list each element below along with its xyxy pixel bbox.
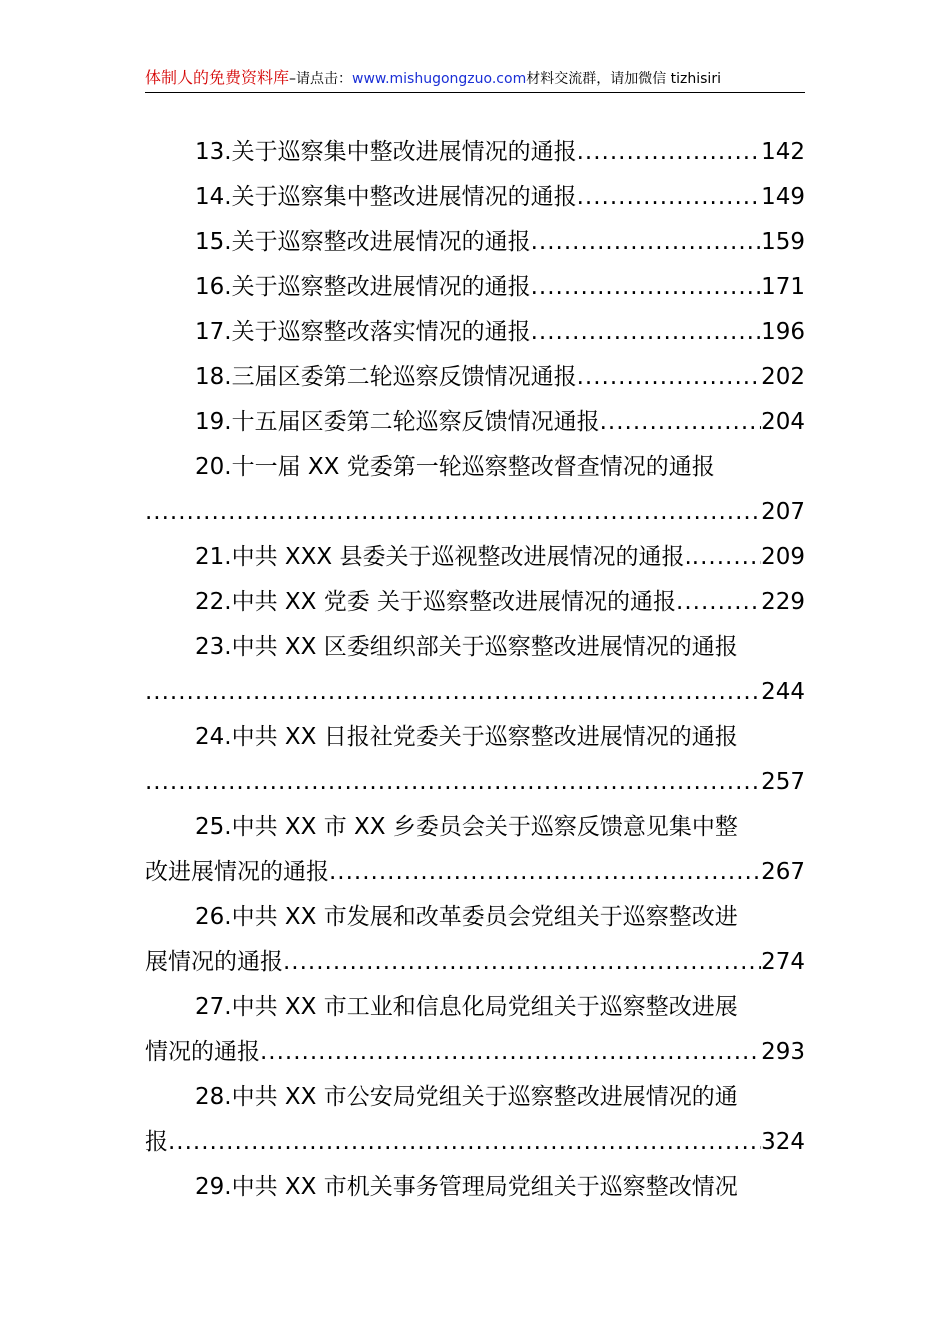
- toc-entry-title: 29.中共 XX 市机关事务管理局党组关于巡察整改情况: [195, 1174, 738, 1200]
- toc-page-number: 324: [761, 1129, 805, 1155]
- toc-entry-24-continuation[interactable]: [145, 760, 805, 805]
- toc-leader-dots: [145, 670, 761, 715]
- toc-leader-dots: [145, 490, 761, 535]
- toc-leader-dots: [329, 850, 761, 895]
- toc-entry-title: 28.中共 XX 市公安局党组关于巡察整改进展情况的通: [195, 1084, 738, 1110]
- toc-leader-dots: [531, 265, 762, 310]
- toc-entry-title-continued: 报: [145, 1129, 168, 1155]
- toc-leader-dots: [577, 175, 762, 220]
- header-separator: –请点击：: [289, 71, 353, 87]
- toc-page-number: 149: [761, 184, 805, 210]
- toc-page-number: 171: [761, 274, 805, 300]
- toc-entry-title: 26.中共 XX 市发展和改革委员会党组关于巡察整改进: [195, 904, 738, 930]
- toc-page-number: 229: [761, 589, 805, 615]
- toc-entry-16[interactable]: [145, 265, 805, 310]
- toc-page-number: 267: [761, 859, 805, 885]
- toc-page-number: 293: [761, 1039, 805, 1065]
- header-tail: 材料交流群，请加微信 tizhisiri: [526, 71, 721, 87]
- toc-entry-title: 21.中共 XXX 县委关于巡视整改进展情况的通报.: [195, 544, 692, 570]
- page-header: [145, 64, 805, 93]
- toc-leader-dots: [600, 400, 762, 445]
- toc-leader-dots: [168, 1120, 761, 1165]
- toc-page-number: 159: [761, 229, 805, 255]
- toc-page-number: 274: [761, 949, 805, 975]
- toc-leader-dots: [577, 130, 762, 175]
- toc-page-number: 209: [761, 544, 805, 570]
- table-of-contents: [145, 130, 805, 1210]
- toc-entry-title: 16.关于巡察整改进展情况的通报: [195, 274, 531, 300]
- toc-entry-17[interactable]: [145, 310, 805, 355]
- toc-page-number: 257: [761, 769, 805, 795]
- toc-entry-19[interactable]: [145, 400, 805, 445]
- toc-entry-title: 14.关于巡察集中整改进展情况的通报: [195, 184, 577, 210]
- toc-entry-15[interactable]: [145, 220, 805, 265]
- toc-entry-26-continuation[interactable]: [145, 940, 805, 985]
- toc-leader-dots: [145, 760, 761, 805]
- toc-page-number: 196: [761, 319, 805, 345]
- toc-page-number: 202: [761, 364, 805, 390]
- toc-entry-title: 24.中共 XX 日报社党委关于巡察整改进展情况的通报: [195, 724, 738, 750]
- toc-entry-title: 13.关于巡察集中整改进展情况的通报: [195, 139, 577, 165]
- toc-entry-title-continued: 情况的通报: [145, 1039, 260, 1065]
- toc-leader-dots: [692, 535, 761, 580]
- toc-leader-dots: [531, 220, 762, 265]
- toc-entry-28[interactable]: [145, 1075, 805, 1120]
- toc-entry-21[interactable]: [145, 535, 805, 580]
- toc-entry-22[interactable]: [145, 580, 805, 625]
- toc-entry-title: 18.三届区委第二轮巡察反馈情况通报: [195, 364, 577, 390]
- toc-page-number: 204: [761, 409, 805, 435]
- toc-entry-title: 15.关于巡察整改进展情况的通报: [195, 229, 531, 255]
- toc-entry-26[interactable]: [145, 895, 805, 940]
- toc-entry-27[interactable]: [145, 985, 805, 1030]
- toc-entry-25[interactable]: [145, 805, 805, 850]
- toc-entry-title: 22.中共 XX 党委 关于巡察整改进展情况的通报: [195, 589, 677, 615]
- toc-entry-20-continuation[interactable]: [145, 490, 805, 535]
- toc-entry-title-continued: 展情况的通报: [145, 949, 283, 975]
- toc-entry-18[interactable]: [145, 355, 805, 400]
- toc-page-number: 142: [761, 139, 805, 165]
- header-brand: 体制人的免费资料库: [145, 68, 290, 87]
- header-link[interactable]: www.mishugongzuo.com: [352, 71, 527, 87]
- toc-entry-title: 20.十一届 XX 党委第一轮巡察整改督查情况的通报: [195, 454, 715, 480]
- toc-entry-20[interactable]: [145, 445, 805, 490]
- toc-leader-dots: [577, 355, 762, 400]
- toc-entry-24[interactable]: [145, 715, 805, 760]
- toc-leader-dots: [531, 310, 762, 355]
- toc-entry-title: 25.中共 XX 市 XX 乡委员会关于巡察反馈意见集中整: [195, 814, 738, 840]
- toc-entry-23[interactable]: [145, 625, 805, 670]
- toc-page-number: 207: [761, 499, 805, 525]
- toc-page-number: 244: [761, 679, 805, 705]
- toc-entry-29[interactable]: [145, 1165, 805, 1210]
- toc-entry-title: 19.十五届区委第二轮巡察反馈情况通报: [195, 409, 600, 435]
- toc-entry-title: 27.中共 XX 市工业和信息化局党组关于巡察整改进展: [195, 994, 738, 1020]
- toc-entry-14[interactable]: [145, 175, 805, 220]
- toc-entry-title-continued: 改进展情况的通报: [145, 859, 329, 885]
- toc-entry-title: 17.关于巡察整改落实情况的通报: [195, 319, 531, 345]
- toc-leader-dots: [676, 580, 761, 625]
- toc-entry-23-continuation[interactable]: [145, 670, 805, 715]
- toc-leader-dots: [260, 1030, 761, 1075]
- toc-entry-13[interactable]: [145, 130, 805, 175]
- toc-entry-28-continuation[interactable]: [145, 1120, 805, 1165]
- toc-entry-25-continuation[interactable]: [145, 850, 805, 895]
- toc-entry-27-continuation[interactable]: [145, 1030, 805, 1075]
- toc-entry-title: 23.中共 XX 区委组织部关于巡察整改进展情况的通报: [195, 634, 738, 660]
- toc-leader-dots: [283, 940, 761, 985]
